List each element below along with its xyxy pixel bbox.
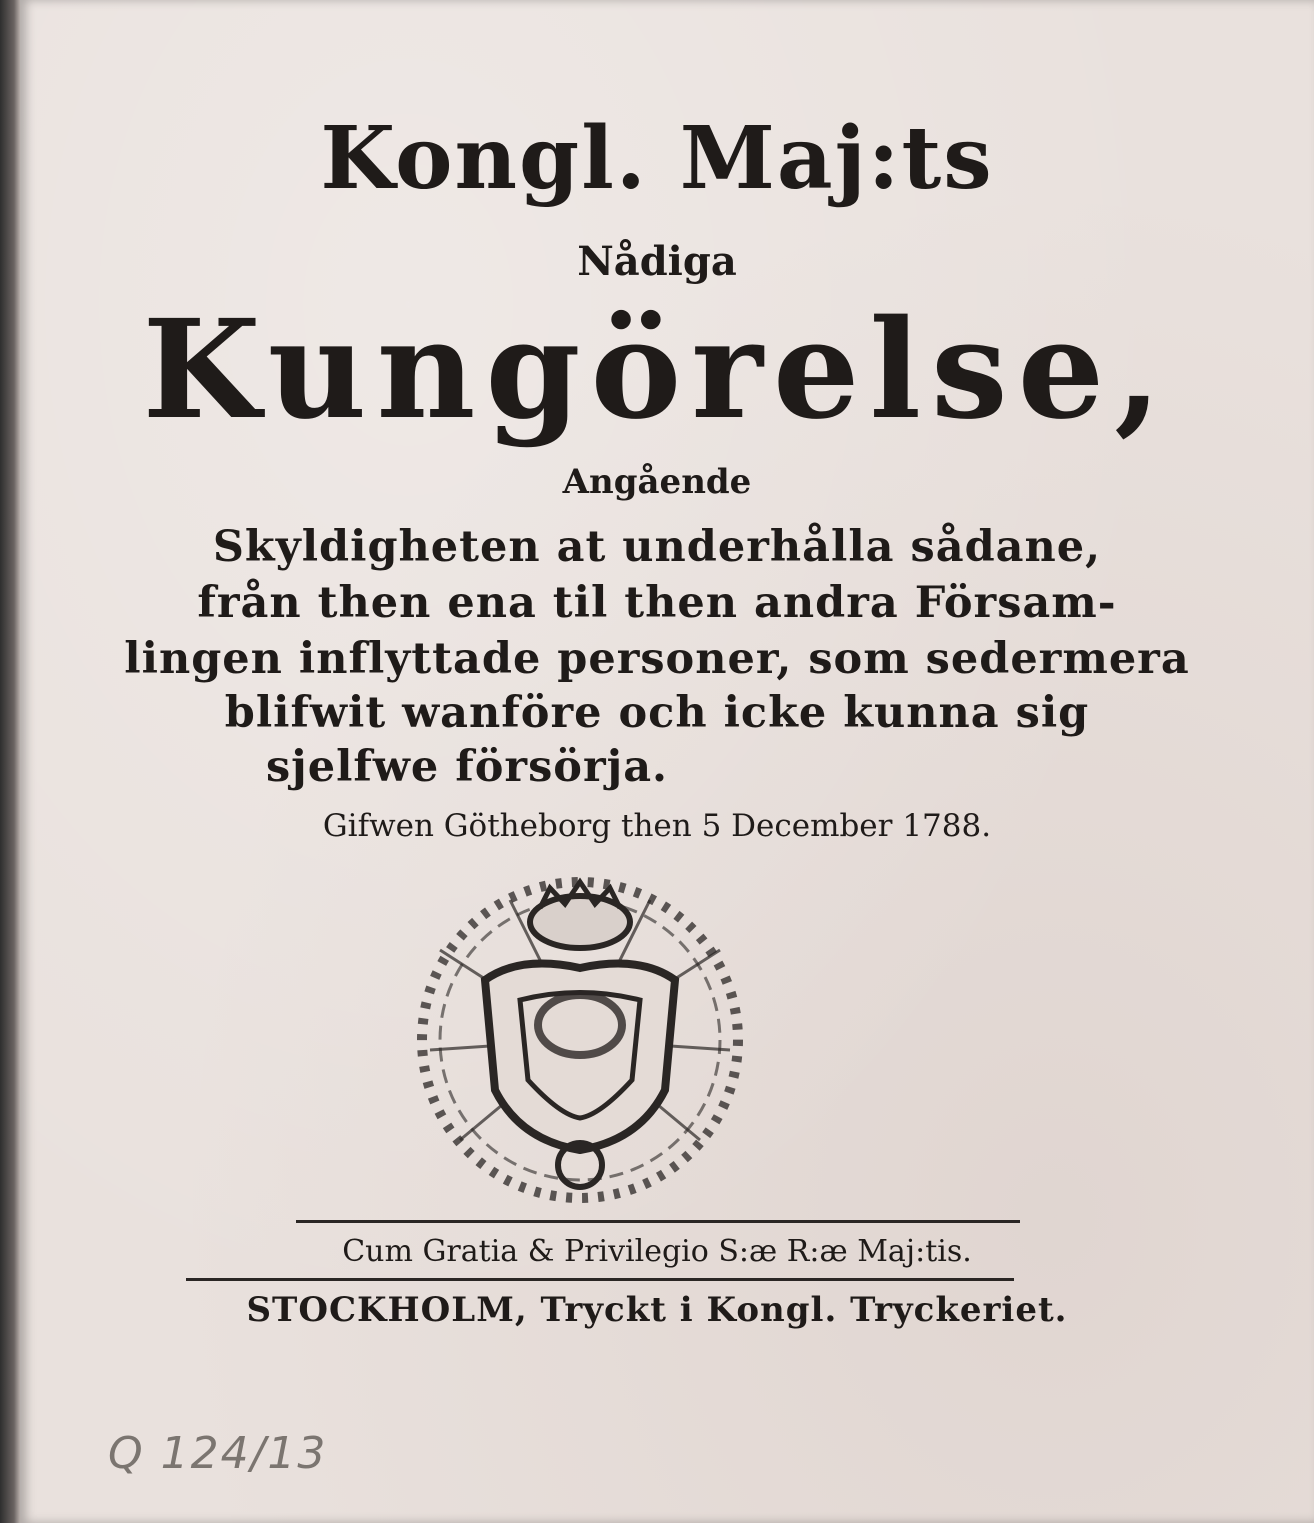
- title-line-1: Kongl. Maj:ts: [320, 108, 994, 209]
- body-line: från then ena til then andra Försam-: [197, 578, 1117, 628]
- title-line-3: Kungörelse,: [142, 290, 1172, 450]
- imprint-line: STOCKHOLM, Tryckt i Kongl. Tryckeriet.: [246, 1290, 1068, 1330]
- middle-rule: [186, 1278, 1014, 1281]
- body-line: blifwit wanföre och icke kunna sig: [224, 688, 1090, 738]
- body-line: sjelfwe försörja.: [265, 742, 669, 792]
- handwritten-shelfmark: Q 124/13: [108, 1428, 328, 1479]
- date-line: Gifwen Götheborg then 5 December 1788.: [322, 808, 992, 844]
- top-rule: [296, 1220, 1020, 1223]
- privilege-line: Cum Gratia & Privilegio S:æ R:æ Maj:tis.: [342, 1234, 972, 1269]
- subheading: Angående: [562, 462, 752, 502]
- coat-of-arms-emblem: [400, 860, 760, 1210]
- title-line-2: Nådiga: [577, 238, 737, 285]
- body-line: Skyldigheten at underhålla sådane,: [212, 522, 1102, 572]
- body-line: lingen inflyttade personer, som sedermera: [124, 634, 1190, 684]
